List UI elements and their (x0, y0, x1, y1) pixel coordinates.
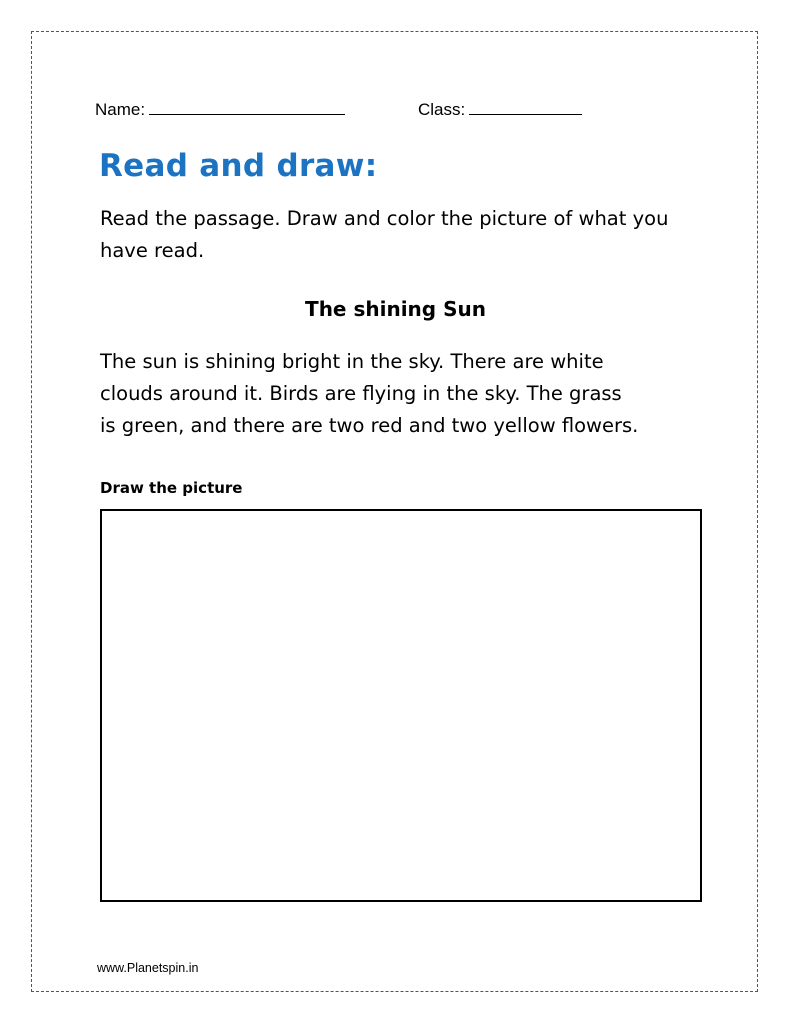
instructions-text: Read the passage. Draw and color the picture of what you have read. (100, 207, 669, 262)
passage-line: clouds around it. Birds are flying in the sky. The grass (100, 382, 622, 405)
passage-line: is green, and there are two red and two yellow flowers. (100, 414, 639, 437)
page-heading: Read and draw: (99, 148, 378, 184)
class-field (418, 96, 582, 120)
name-label: Name: (95, 100, 146, 119)
footer-website: www.Planetspin.in (97, 961, 199, 975)
passage-line: The sun is shining bright in the sky. There are white (100, 350, 604, 373)
draw-section-label: Draw the picture (100, 479, 243, 497)
name-blank-line[interactable] (149, 96, 345, 115)
class-blank-line[interactable] (469, 96, 582, 115)
passage-title: The shining Sun (305, 297, 486, 321)
drawing-area[interactable] (100, 509, 702, 902)
passage-text (100, 346, 710, 442)
name-field (95, 96, 345, 120)
class-label: Class: (418, 100, 466, 119)
